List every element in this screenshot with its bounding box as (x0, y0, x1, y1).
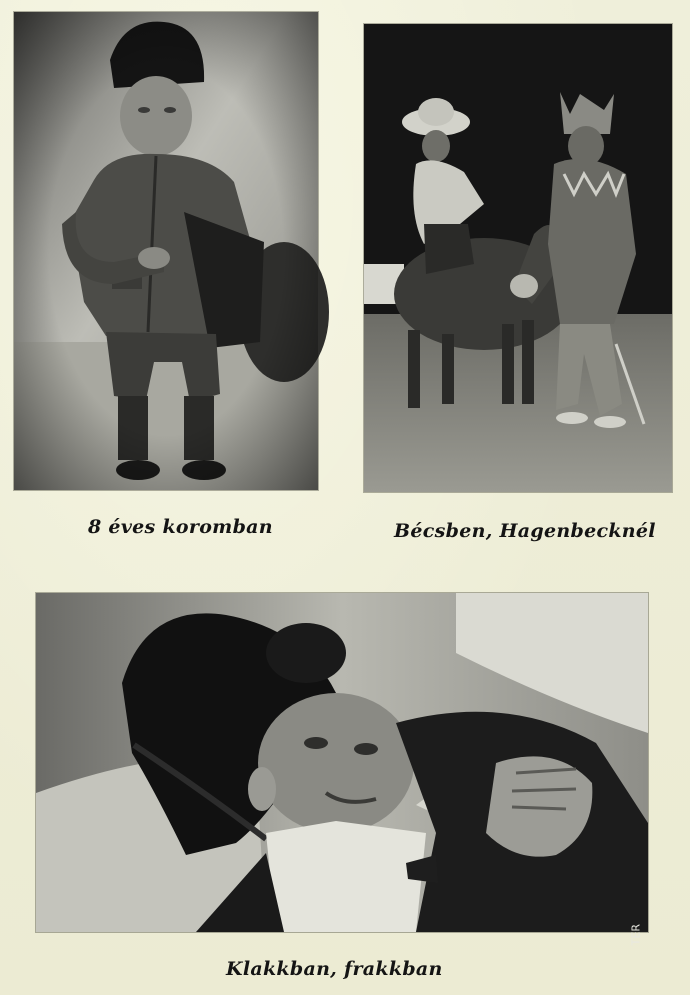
photographer-signature: TER (629, 924, 642, 946)
photo-boy-age-8-image (14, 12, 318, 490)
caption-photo-2: Bécsben, Hagenbecknél (394, 520, 656, 542)
photo-top-hat-tailcoat-image (36, 593, 648, 932)
photo-vienna-hagenbeck-image (364, 24, 672, 492)
photo-vienna-hagenbeck (364, 24, 672, 492)
photo-top-hat-tailcoat (36, 593, 648, 946)
caption-photo-3: Klakkban, frakkban (226, 958, 443, 980)
caption-photo-1: 8 éves koromban (88, 516, 273, 538)
photo-boy-age-8 (14, 12, 318, 490)
